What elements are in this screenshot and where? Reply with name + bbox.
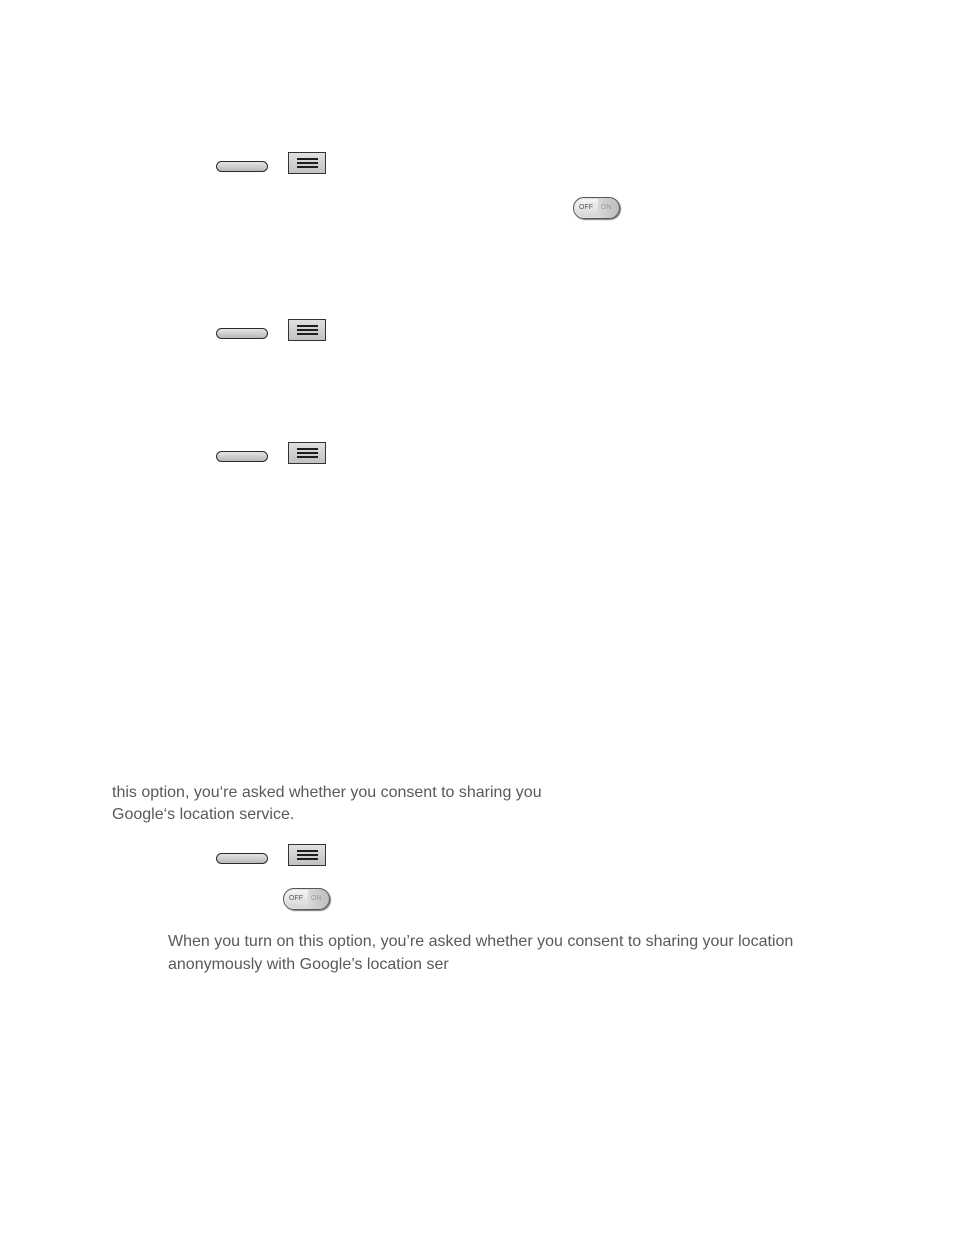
home-key-icon	[216, 161, 268, 172]
note-line-1: When you turn on this option, you’re asked whether you consent to sharing your location	[168, 933, 794, 950]
menu-key-icon	[288, 152, 326, 174]
note-line-2: anonymously with Google’s location ser	[168, 956, 449, 973]
menu-key-icon	[288, 442, 326, 464]
menu-key-icon	[288, 844, 326, 866]
toggle-on-label: ON	[601, 204, 612, 211]
intro-line-2: Google‘s location service.	[112, 806, 295, 823]
intro-line-1: this option, you‘re asked whether you consent to sharing you	[112, 784, 542, 801]
toggle-off-label: OFF	[289, 895, 303, 902]
home-key-icon	[216, 328, 268, 339]
home-key-icon	[216, 853, 268, 864]
off-on-toggle-icon	[573, 197, 620, 219]
home-key-icon	[216, 451, 268, 462]
toggle-on-label: ON	[311, 895, 322, 902]
menu-key-icon	[288, 319, 326, 341]
toggle-off-label: OFF	[579, 204, 593, 211]
off-on-toggle-icon	[283, 888, 330, 910]
